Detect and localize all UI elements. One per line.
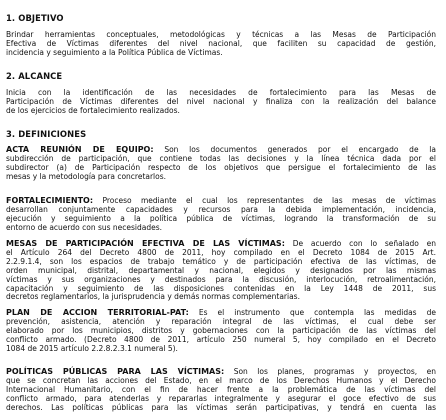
body-line: 2.2.9.1.4, son los espacios de trabajo temático y de participación efectiva de las víctimas, de xyxy=(6,256,436,266)
body-line: conflicto armado. (Decreto 4800 de 2011, artículo 250 numeral 5, hoy compilado en el Decreto xyxy=(6,334,436,344)
body-line: el Artículo 264 del Decreto 4800 de 2011, hoy compilado en el Decreto 1084 de 2015 Art. xyxy=(6,247,436,257)
definition-term: POLÍTICAS PÚBLICAS PARA LAS VÍCTIMAS: xyxy=(6,367,225,376)
body-line: incidencia y seguimiento a la Política Pública de Víctimas. xyxy=(6,47,223,57)
body-line: decretos reglamentarios, la jurisprudencia y demás normas complementarias. xyxy=(6,292,300,302)
body-line: Participación de Víctimas diferentes del nivel nacional y finaliza con la realización del balance xyxy=(6,96,436,106)
body-line: ejecución y seguimiento a la política pública de víctimas, logrando la transformación de su xyxy=(6,213,436,223)
body-line: 1084 de 2015 artículo 2.2.8.2.3.1 numeral 5). xyxy=(6,343,178,353)
body-line: subdirección de participación, que contiene todas las decisiones y la línea técnica dada por el xyxy=(6,153,436,163)
body-line: subdirector (a) de Participación respecto de los objetivos que persigue el fortalecimiento de las xyxy=(6,162,436,172)
definition-fortalecimiento xyxy=(6,197,436,233)
section-heading-definiciones: 3. DEFINICIONES xyxy=(6,129,87,139)
body-line: Efectiva de Víctimas diferentes del nivel nacional, que faciliten su capacidad de gestión, xyxy=(6,38,436,48)
section-heading-objetivo: 1. OBJETIVO xyxy=(6,13,64,23)
definition-term: MESAS DE PARTICIPACIÓN EFECTIVA DE LAS VÍCTIMAS: xyxy=(6,239,285,248)
definition-acta xyxy=(6,146,436,182)
body-line: que se concretan las acciones del Estado, en el marco de los Derechos Humanos y el Derecho xyxy=(6,375,436,385)
definition-term: FORTALECIMIENTO: xyxy=(6,196,94,205)
definition-text: Son los planes, programas y proyectos, en xyxy=(224,367,436,376)
body-line: Brindar herramientas conceptuales, metodológicas y técnicas a las Mesas de Participación xyxy=(6,30,436,39)
definition-text: Proceso mediante el cual los representantes de las mesas de víctimas xyxy=(93,196,436,205)
body-line: conflicto armado, para atenderlas y repararlas integralmente y asegurar el goce efectivo de sus xyxy=(6,393,436,403)
body-line: víctimas y sus organizaciones y destinados para la discusión, interlocución, retroalimentación, xyxy=(6,274,436,284)
body-line: entorno de acuerdo con sus necesidades. xyxy=(6,222,163,232)
body-line: mesas y la metodología para concretarlos. xyxy=(6,171,167,181)
section-heading-alcance: 2. ALCANCE xyxy=(6,71,63,81)
section-body-alcance xyxy=(6,89,436,116)
body-line: orden municipal, distrital, departamental y nacional, elegidos y designados por las mismas xyxy=(6,265,436,275)
definition-text: Es el instrumento que contempla las medidas de xyxy=(188,308,436,317)
definition-term: ACTA REUNIÓN DE EQUIPO: xyxy=(6,145,154,154)
body-line: elaborado por los municipios, distritos y gobernaciones con la participación de las víctimas del xyxy=(6,325,436,335)
body-line: desarrollan conjuntamente capacidades y recursos para la debida implementación, incidencia, xyxy=(6,204,436,214)
definition-term: PLAN DE ACCION TERRITORIAL-PAT: xyxy=(6,308,189,317)
section-body-objetivo xyxy=(6,31,436,58)
definition-mesas xyxy=(6,240,436,302)
body-line: de los ejercicios de fortalecimiento realizados. xyxy=(6,105,180,115)
definition-politicas xyxy=(6,368,436,413)
definition-text: Son los documentos generados por el encargado de la xyxy=(153,145,436,154)
body-line: Internacional Humanitario, con el fin de hacer frente a la problemática de las víctimas del xyxy=(6,384,436,394)
definition-text: De acuerdo con lo señalado en xyxy=(284,239,436,248)
body-line: capacitación y seguimiento de las disposiciones contenidas en la Ley 1448 de 2011, sus xyxy=(6,283,436,293)
body-line: Inicia con la identificación de las necesidades de fortalecimiento para las Mesas de xyxy=(6,88,436,97)
body-line: derechos. Las políticas públicas para las víctimas serán participativas, y tendrá en cuenta las xyxy=(6,402,436,412)
body-line: prevención, asistencia, atención y reparación integral de las víctimas, el cual debe ser xyxy=(6,316,436,326)
definition-pat xyxy=(6,309,436,354)
